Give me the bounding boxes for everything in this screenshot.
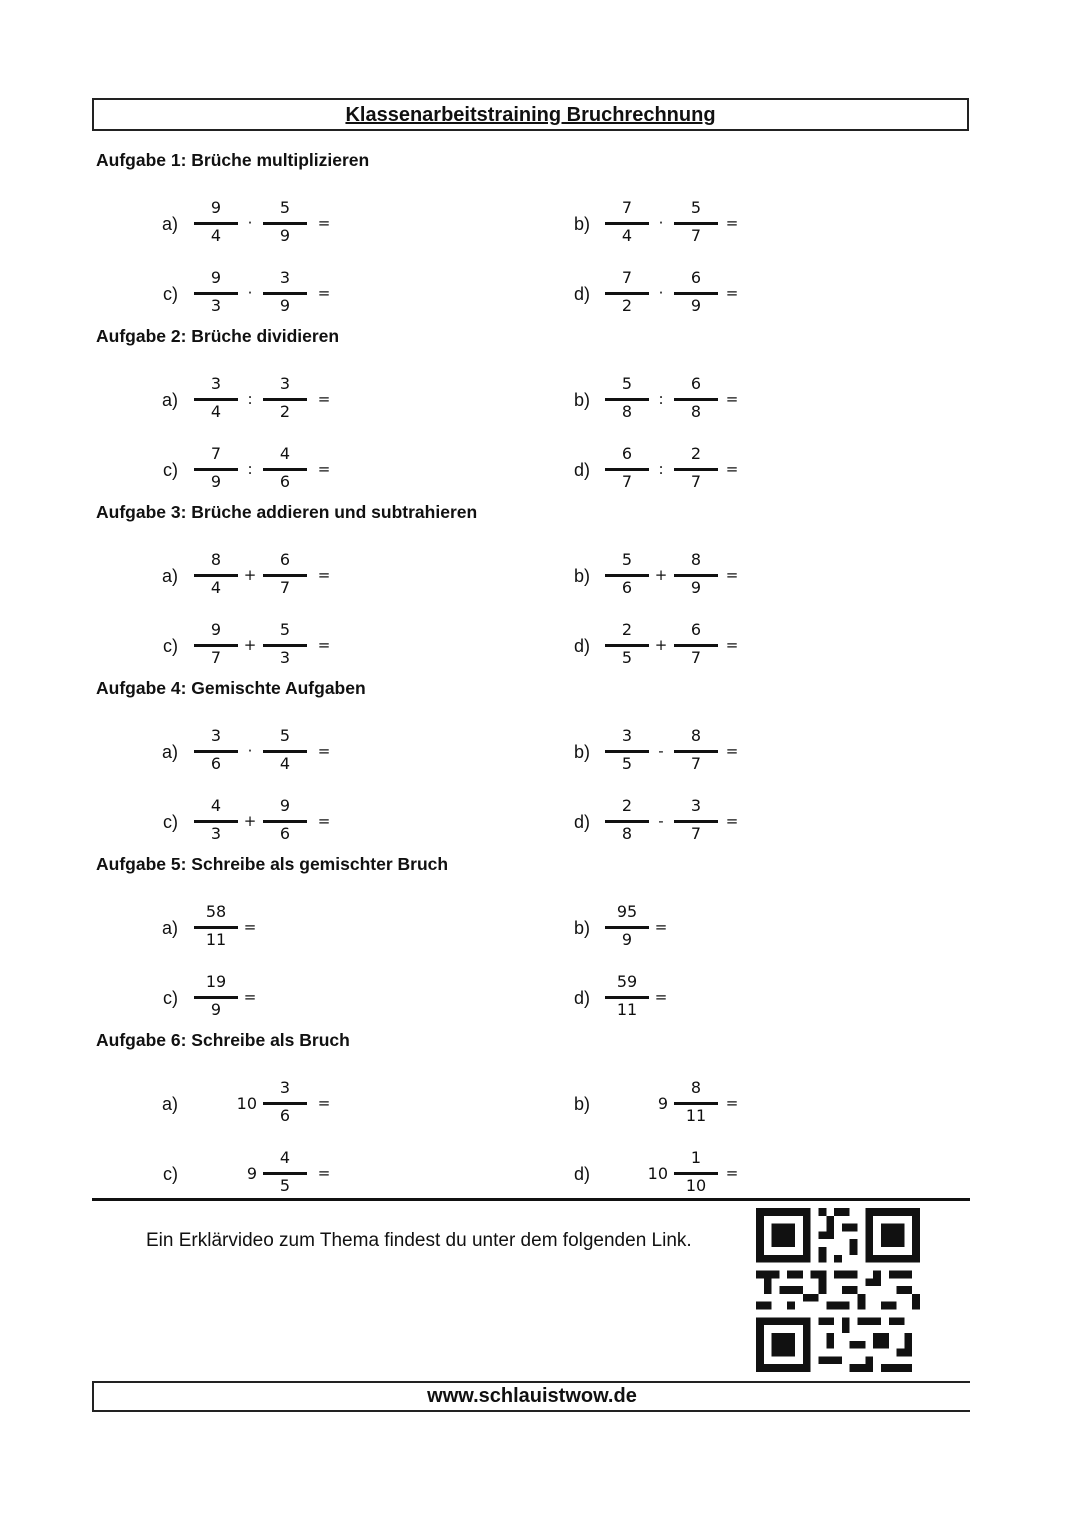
fraction (674, 616, 718, 680)
fraction (674, 194, 718, 258)
fraction (194, 546, 238, 610)
denominator: 9 (690, 578, 702, 597)
fraction-bar (605, 468, 649, 471)
equals-sign: = (654, 918, 668, 936)
denominator: 7 (279, 578, 291, 597)
fraction-bar (605, 750, 649, 753)
operator: · (658, 214, 664, 232)
whole-number: 10 (647, 1164, 668, 1183)
numerator: 8 (690, 726, 702, 745)
denominator: 4 (210, 226, 222, 245)
fraction-bar (674, 398, 718, 401)
divider-line (92, 1198, 970, 1201)
denominator: 4 (621, 226, 633, 245)
problem-label: b) (573, 918, 590, 938)
problem-label: d) (573, 988, 590, 1008)
problem-label: d) (573, 460, 590, 480)
denominator: 6 (279, 1106, 291, 1125)
numerator: 4 (210, 796, 222, 815)
fraction-bar (674, 574, 718, 577)
problem-label: a) (161, 918, 178, 938)
fraction-bar (263, 468, 307, 471)
operator: + (654, 566, 668, 584)
fraction (194, 194, 238, 258)
fraction (263, 194, 307, 258)
denominator: 11 (685, 1106, 707, 1125)
numerator: 8 (690, 550, 702, 569)
numerator: 4 (279, 1148, 291, 1167)
whole-number: 9 (657, 1094, 668, 1113)
denominator: 6 (279, 472, 291, 491)
website-link[interactable]: www.schlauistwow.de (427, 1385, 637, 1407)
problem-label: c) (163, 636, 178, 656)
fraction (263, 722, 307, 786)
fraction-bar (194, 996, 238, 999)
problem-label: c) (163, 460, 178, 480)
operator: - (658, 812, 664, 830)
problem-label: a) (161, 566, 178, 586)
equals-sign: = (725, 460, 739, 478)
fraction (674, 440, 718, 504)
fraction-bar (674, 292, 718, 295)
fraction-bar (674, 1102, 718, 1105)
fraction-bar (263, 820, 307, 823)
numerator: 4 (279, 444, 291, 463)
problem-label: a) (161, 390, 178, 410)
operator: + (654, 636, 668, 654)
fraction (605, 546, 649, 610)
equals-sign: = (654, 988, 668, 1006)
denominator: 7 (210, 648, 222, 667)
equals-sign: = (725, 284, 739, 302)
fraction (605, 616, 649, 680)
numerator: 6 (621, 444, 633, 463)
fraction (263, 370, 307, 434)
equals-sign: = (725, 390, 739, 408)
equals-sign: = (243, 918, 257, 936)
numerator: 2 (621, 796, 633, 815)
numerator: 9 (210, 620, 222, 639)
equals-sign: = (317, 460, 331, 478)
problem-label: d) (573, 636, 590, 656)
fraction (263, 546, 307, 610)
numerator: 6 (690, 620, 702, 639)
numerator: 6 (279, 550, 291, 569)
numerator: 3 (279, 268, 291, 287)
fraction (194, 792, 238, 856)
denominator: 9 (210, 1000, 222, 1019)
equals-sign: = (317, 812, 331, 830)
fraction-bar (194, 750, 238, 753)
numerator: 3 (621, 726, 633, 745)
operator: · (247, 284, 253, 302)
fraction (194, 616, 238, 680)
fraction (674, 792, 718, 856)
denominator: 9 (279, 226, 291, 245)
fraction (194, 440, 238, 504)
numerator: 7 (621, 198, 633, 217)
problem-label: d) (573, 1164, 590, 1184)
denominator: 3 (210, 296, 222, 315)
denominator: 9 (210, 472, 222, 491)
equals-sign: = (317, 742, 331, 760)
denominator: 7 (690, 824, 702, 843)
denominator: 5 (621, 648, 633, 667)
section-heading: Aufgabe 1: Brüche multiplizieren (96, 150, 370, 170)
operator: + (243, 636, 257, 654)
numerator: 3 (210, 374, 222, 393)
fraction-bar (674, 644, 718, 647)
operator: · (247, 214, 253, 232)
problem-label: c) (163, 1164, 178, 1184)
numerator: 6 (690, 374, 702, 393)
video-hint-text: Ein Erklärvideo zum Thema findest du unter dem folgenden Link. (146, 1230, 692, 1251)
numerator: 5 (690, 198, 702, 217)
section-heading: Aufgabe 5: Schreibe als gemischter Bruch (96, 854, 449, 874)
fraction-bar (194, 398, 238, 401)
equals-sign: = (725, 1164, 739, 1182)
denominator: 8 (621, 402, 633, 421)
fraction-bar (674, 222, 718, 225)
numerator: 5 (279, 620, 291, 639)
numerator: 9 (279, 796, 291, 815)
fraction (674, 546, 718, 610)
numerator: 3 (279, 374, 291, 393)
numerator: 3 (690, 796, 702, 815)
denominator: 11 (616, 1000, 638, 1019)
fraction-bar (194, 574, 238, 577)
operator: + (243, 812, 257, 830)
section-heading: Aufgabe 4: Gemischte Aufgaben (96, 678, 366, 698)
denominator: 7 (690, 754, 702, 773)
numerator: 3 (279, 1078, 291, 1097)
section-heading: Aufgabe 2: Brüche dividieren (96, 326, 340, 346)
equals-sign: = (317, 566, 331, 584)
fraction (263, 264, 307, 328)
fraction-bar (263, 750, 307, 753)
problem-label: b) (573, 390, 590, 410)
fraction (605, 264, 649, 328)
fraction (194, 968, 238, 1032)
fraction-bar (674, 1172, 718, 1175)
equals-sign: = (725, 636, 739, 654)
numerator: 5 (279, 726, 291, 745)
operator: · (247, 742, 253, 760)
fraction-bar (605, 292, 649, 295)
denominator: 9 (279, 296, 291, 315)
problem-label: d) (573, 812, 590, 832)
numerator: 9 (210, 268, 222, 287)
fraction-bar (605, 644, 649, 647)
problem-label: b) (573, 214, 590, 234)
fraction-bar (263, 398, 307, 401)
denominator: 11 (205, 930, 227, 949)
fraction (194, 722, 238, 786)
fraction (263, 440, 307, 504)
fraction-bar (263, 222, 307, 225)
denominator: 7 (621, 472, 633, 491)
section-heading: Aufgabe 3: Brüche addieren und subtrahieren (96, 502, 478, 522)
equals-sign: = (317, 1094, 331, 1112)
fraction-bar (674, 468, 718, 471)
denominator: 9 (621, 930, 633, 949)
fraction-bar (194, 292, 238, 295)
qr-code-icon[interactable] (754, 1208, 922, 1372)
problem-label: b) (573, 742, 590, 762)
denominator: 8 (690, 402, 702, 421)
problem-label: b) (573, 1094, 590, 1114)
fraction-bar (674, 750, 718, 753)
operator: : (247, 390, 253, 408)
denominator: 9 (690, 296, 702, 315)
fraction (194, 898, 238, 962)
numerator: 2 (621, 620, 633, 639)
denominator: 5 (279, 1176, 291, 1195)
denominator: 4 (279, 754, 291, 773)
equals-sign: = (725, 1094, 739, 1112)
operator: : (247, 460, 253, 478)
numerator: 19 (205, 972, 227, 991)
fraction (605, 898, 649, 962)
denominator: 4 (210, 578, 222, 597)
problem-label: c) (163, 988, 178, 1008)
fraction-bar (674, 820, 718, 823)
equals-sign: = (317, 390, 331, 408)
denominator: 2 (621, 296, 633, 315)
denominator: 3 (210, 824, 222, 843)
problem-label: a) (161, 1094, 178, 1114)
fraction-bar (194, 926, 238, 929)
problem-label: c) (163, 812, 178, 832)
fraction-bar (605, 574, 649, 577)
denominator: 10 (685, 1176, 707, 1195)
problem-label: c) (163, 284, 178, 304)
operator: - (658, 742, 664, 760)
numerator: 7 (210, 444, 222, 463)
equals-sign: = (725, 742, 739, 760)
numerator: 8 (690, 1078, 702, 1097)
fraction-bar (263, 644, 307, 647)
operator: + (243, 566, 257, 584)
fraction (674, 264, 718, 328)
fraction-bar (194, 820, 238, 823)
fraction-bar (605, 820, 649, 823)
fraction (605, 792, 649, 856)
worksheet-title: Klassenarbeitstraining Bruchrechnung (345, 104, 716, 126)
denominator: 5 (621, 754, 633, 773)
fraction (263, 792, 307, 856)
numerator: 5 (621, 550, 633, 569)
denominator: 7 (690, 226, 702, 245)
denominator: 4 (210, 402, 222, 421)
numerator: 6 (690, 268, 702, 287)
problem-label: a) (161, 214, 178, 234)
equals-sign: = (725, 812, 739, 830)
equals-sign: = (317, 284, 331, 302)
fraction-bar (194, 644, 238, 647)
fraction-bar (194, 222, 238, 225)
section-heading: Aufgabe 6: Schreibe als Bruch (96, 1030, 350, 1050)
numerator: 1 (690, 1148, 702, 1167)
numerator: 3 (210, 726, 222, 745)
denominator: 3 (279, 648, 291, 667)
numerator: 9 (210, 198, 222, 217)
fraction (674, 1074, 718, 1138)
denominator: 6 (621, 578, 633, 597)
operator: · (658, 284, 664, 302)
numerator: 5 (621, 374, 633, 393)
equals-sign: = (317, 636, 331, 654)
equals-sign: = (243, 988, 257, 1006)
numerator: 7 (621, 268, 633, 287)
whole-number: 10 (236, 1094, 257, 1113)
problem-label: b) (573, 566, 590, 586)
equals-sign: = (317, 1164, 331, 1182)
fraction (605, 370, 649, 434)
denominator: 7 (690, 648, 702, 667)
fraction (194, 264, 238, 328)
fraction (674, 722, 718, 786)
equals-sign: = (725, 566, 739, 584)
operator: : (658, 460, 664, 478)
fraction (263, 616, 307, 680)
fraction (605, 194, 649, 258)
problem-label: d) (573, 284, 590, 304)
fraction-bar (605, 926, 649, 929)
denominator: 6 (279, 824, 291, 843)
numerator: 5 (279, 198, 291, 217)
fraction (605, 722, 649, 786)
fraction-bar (605, 398, 649, 401)
problem-label: a) (161, 742, 178, 762)
fraction-bar (263, 1102, 307, 1105)
fraction-bar (263, 292, 307, 295)
fraction (674, 370, 718, 434)
numerator: 2 (690, 444, 702, 463)
denominator: 6 (210, 754, 222, 773)
worksheet-title-box (92, 98, 969, 131)
fraction (194, 370, 238, 434)
fraction-bar (263, 574, 307, 577)
fraction-bar (263, 1172, 307, 1175)
numerator: 59 (616, 972, 638, 991)
website-footer (92, 1381, 970, 1412)
fraction-bar (605, 222, 649, 225)
denominator: 2 (279, 402, 291, 421)
numerator: 8 (210, 550, 222, 569)
numerator: 95 (616, 902, 638, 921)
equals-sign: = (317, 214, 331, 232)
equals-sign: = (725, 214, 739, 232)
fraction (263, 1074, 307, 1138)
fraction-bar (194, 468, 238, 471)
numerator: 58 (205, 902, 227, 921)
whole-number: 9 (246, 1164, 257, 1183)
denominator: 7 (690, 472, 702, 491)
fraction (605, 440, 649, 504)
fraction-bar (605, 996, 649, 999)
operator: : (658, 390, 664, 408)
denominator: 8 (621, 824, 633, 843)
fraction (605, 968, 649, 1032)
